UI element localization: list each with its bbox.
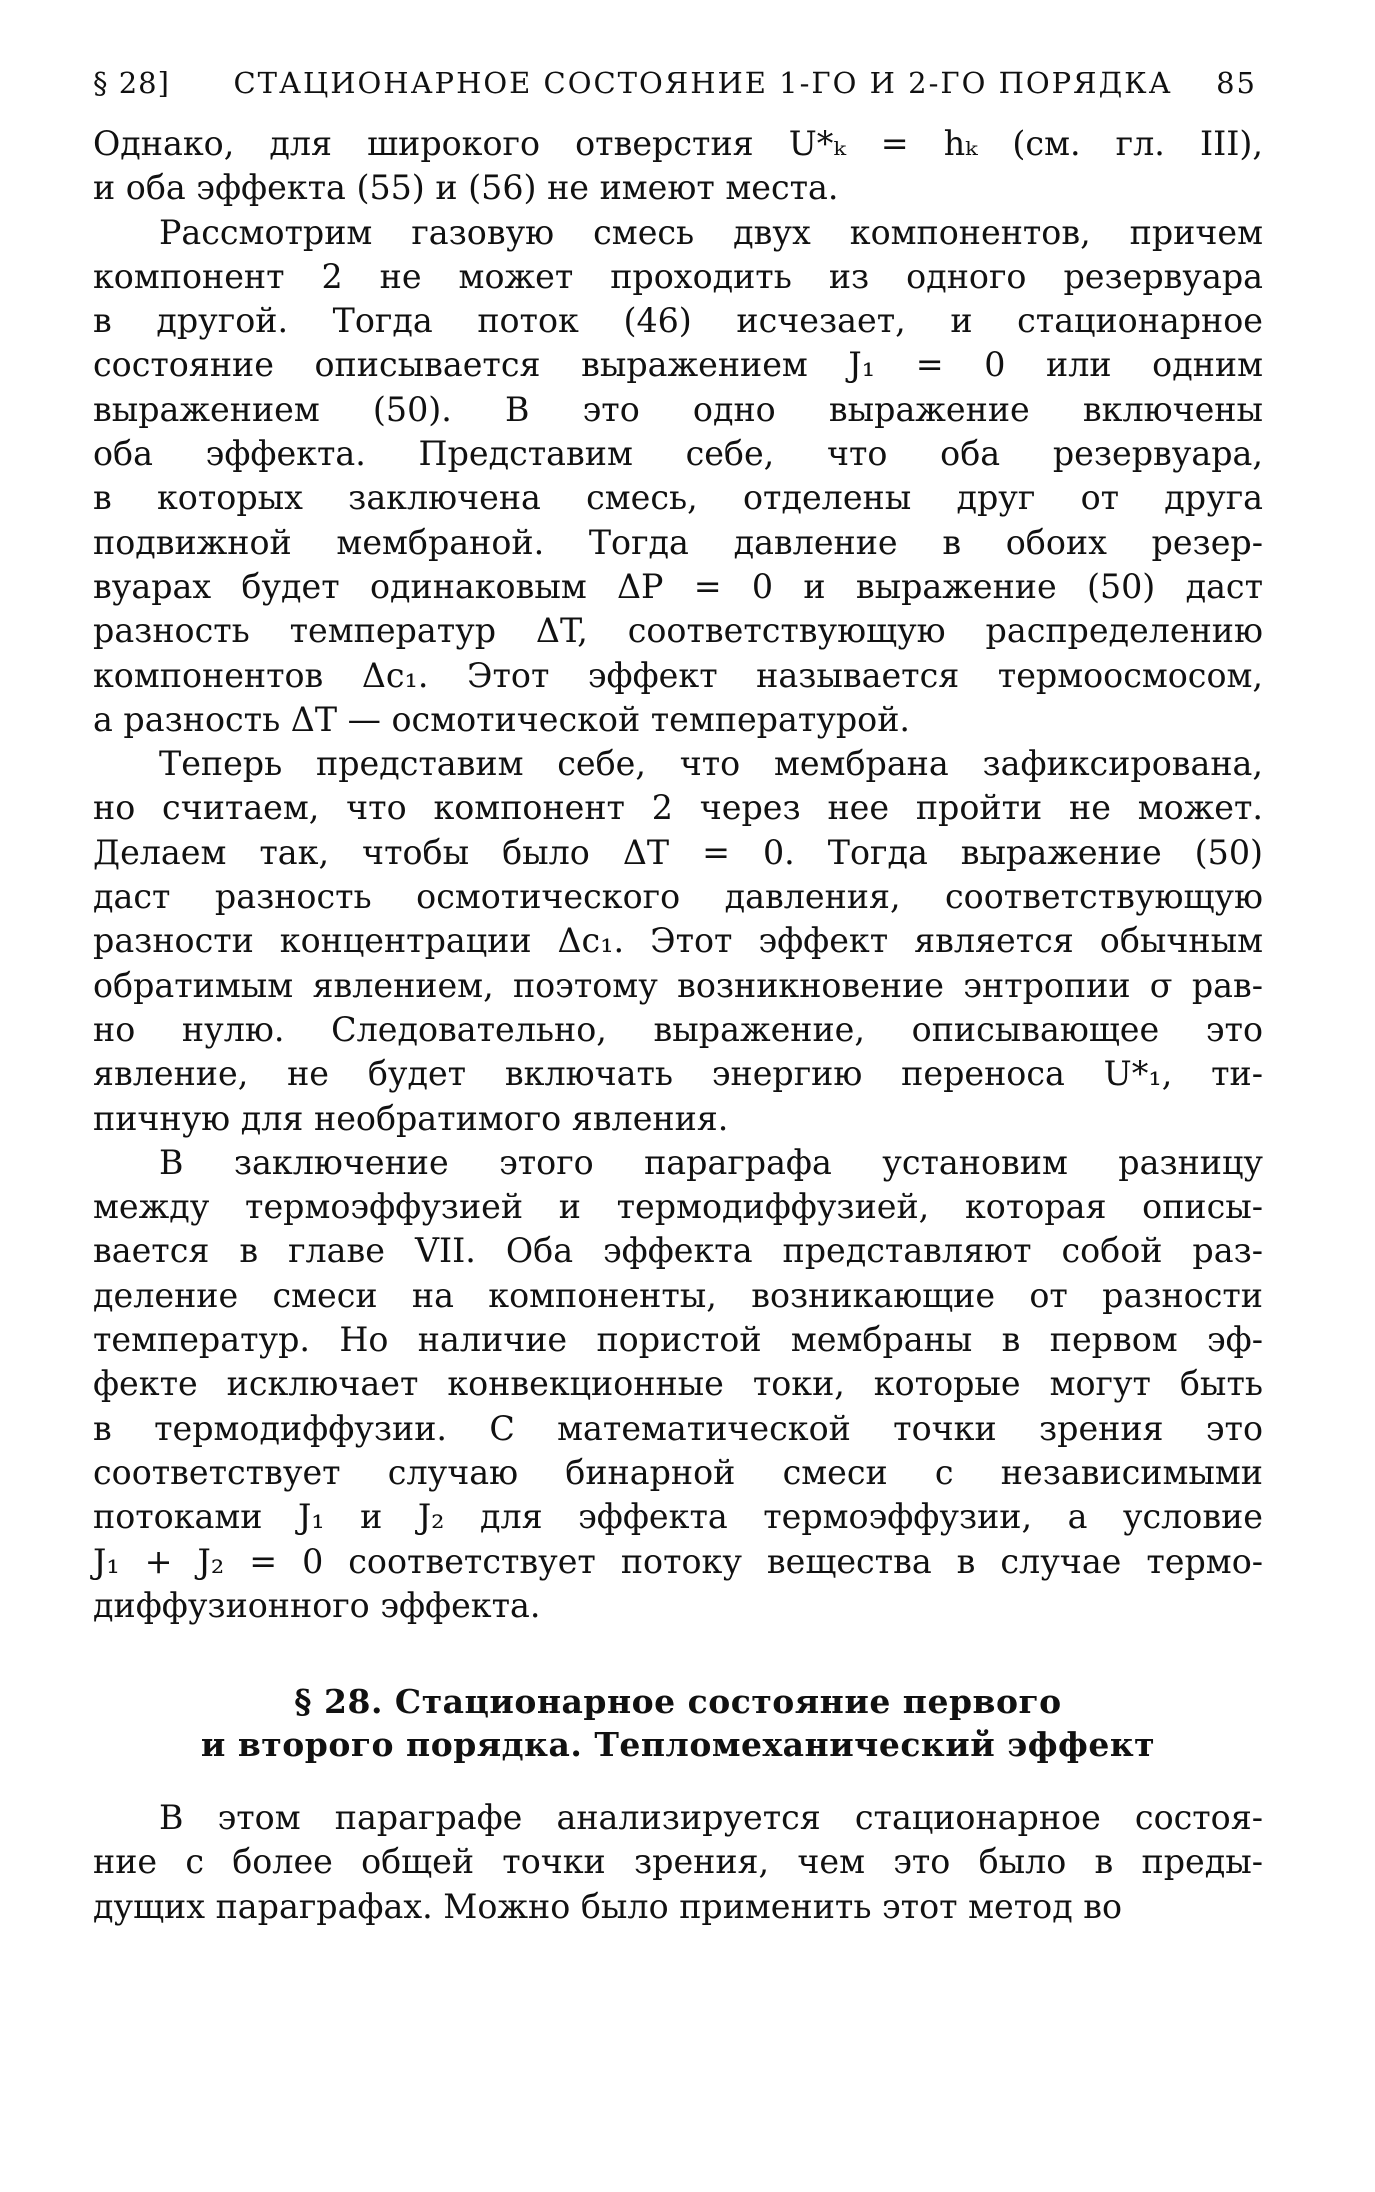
text-line: вается в главе VII. Оба эффекта представляют собой раз- xyxy=(93,1231,1263,1271)
text-line: обратимым явлением, поэтому возникновение энтропии σ рав- xyxy=(93,965,1263,1005)
text-line: диффузионного эффекта. xyxy=(93,1585,541,1625)
text-line: между термоэффузией и термодиффузией, которая описы- xyxy=(93,1187,1263,1227)
text-line: а разность ΔT — осмотической температурой. xyxy=(93,699,910,739)
section-heading-line-1: § 28. Стационарное состояние первого xyxy=(294,1682,1062,1722)
body-text xyxy=(93,122,1263,1929)
page-number: 85 xyxy=(1216,66,1257,100)
text-line: потоками J₁ и J₂ для эффекта термоэффузии, а условие xyxy=(93,1497,1263,1537)
paragraph xyxy=(93,1141,1263,1628)
text-line: явление, не будет включать энергию переноса U*₁, ти- xyxy=(93,1054,1263,1094)
text-line: В этом параграфе анализируется стационарное состоя- xyxy=(159,1798,1263,1838)
text-line: и оба эффекта (55) и (56) не имеют места. xyxy=(93,168,839,208)
running-header xyxy=(93,66,1263,122)
text-line: деление смеси на компоненты, возникающие от разности xyxy=(93,1275,1263,1315)
text-line: но нулю. Следовательно, выражение, описывающее это xyxy=(93,1009,1263,1049)
text-line: подвижной мембраной. Тогда давление в обоих резер- xyxy=(93,522,1263,562)
text-line: разности концентрации Δc₁. Этот эффект является обычным xyxy=(93,921,1263,961)
text-line: но считаем, что компонент 2 через нее пройти не может. xyxy=(93,788,1263,828)
text-line: Рассмотрим газовую смесь двух компонентов, причем xyxy=(159,212,1263,252)
text-line: в другой. Тогда поток (46) исчезает, и стационарное xyxy=(93,301,1263,341)
text-line: дущих параграфах. Можно было применить этот метод во xyxy=(93,1886,1123,1926)
text-line: даст разность осмотического давления, соответствующую xyxy=(93,877,1263,917)
text-line: Делаем так, чтобы было ΔT = 0. Тогда выражение (50) xyxy=(93,832,1263,872)
text-line: состояние описывается выражением J₁ = 0 или одним xyxy=(93,345,1263,385)
text-line: разность температур ΔT, соответствующую распределению xyxy=(93,611,1263,651)
text-line: температур. Но наличие пористой мембраны в первом эф- xyxy=(93,1320,1263,1360)
text-line: в термодиффузии. С математической точки зрения это xyxy=(93,1408,1263,1448)
text-line: Теперь представим себе, что мембрана зафиксирована, xyxy=(159,744,1263,784)
running-title: СТАЦИОНАРНОЕ СОСТОЯНИЕ 1-ГО И 2-ГО ПОРЯДКА xyxy=(233,66,1173,100)
paragraph xyxy=(93,742,1263,1141)
paragraphs-container xyxy=(93,122,1263,1628)
text-line: выражением (50). В это одно выражение включены xyxy=(93,389,1263,429)
text-line: пичную для необратимого явления. xyxy=(93,1098,729,1138)
text-line: оба эффекта. Представим себе, что оба резервуара, xyxy=(93,434,1263,474)
text-line: В заключение этого параграфа установим разницу xyxy=(159,1142,1263,1182)
text-line: ние с более общей точки зрения, чем это было в преды- xyxy=(93,1842,1263,1882)
section-heading-line-2: и второго порядка. Тепломеханический эффект xyxy=(200,1725,1156,1765)
text-line: соответствует случаю бинарной смеси с независимыми xyxy=(93,1452,1263,1492)
text-line: Однако, для широкого отверстия U*ₖ = hₖ (см. гл. III), xyxy=(93,124,1263,163)
paragraph xyxy=(93,1796,1263,1929)
text-line: вуарах будет одинаковым ΔP = 0 и выражение (50) даст xyxy=(93,566,1263,606)
book-page xyxy=(93,66,1263,1929)
text-line: J₁ + J₂ = 0 соответствует потоку вещества в случае термо- xyxy=(93,1541,1263,1581)
text-line: компонентов Δc₁. Этот эффект называется термоосмосом, xyxy=(93,655,1263,695)
header-section-ref: § 28] xyxy=(93,66,170,100)
paragraph xyxy=(93,211,1263,743)
text-line: в которых заключена смесь, отделены друг от друга xyxy=(93,478,1263,518)
paragraph xyxy=(93,122,1263,211)
text-line: компонент 2 не может проходить из одного резервуара xyxy=(93,256,1263,296)
text-line: фекте исключает конвекционные токи, которые могут быть xyxy=(93,1364,1263,1404)
final-paragraph xyxy=(93,1796,1263,1929)
section-heading xyxy=(93,1680,1263,1766)
